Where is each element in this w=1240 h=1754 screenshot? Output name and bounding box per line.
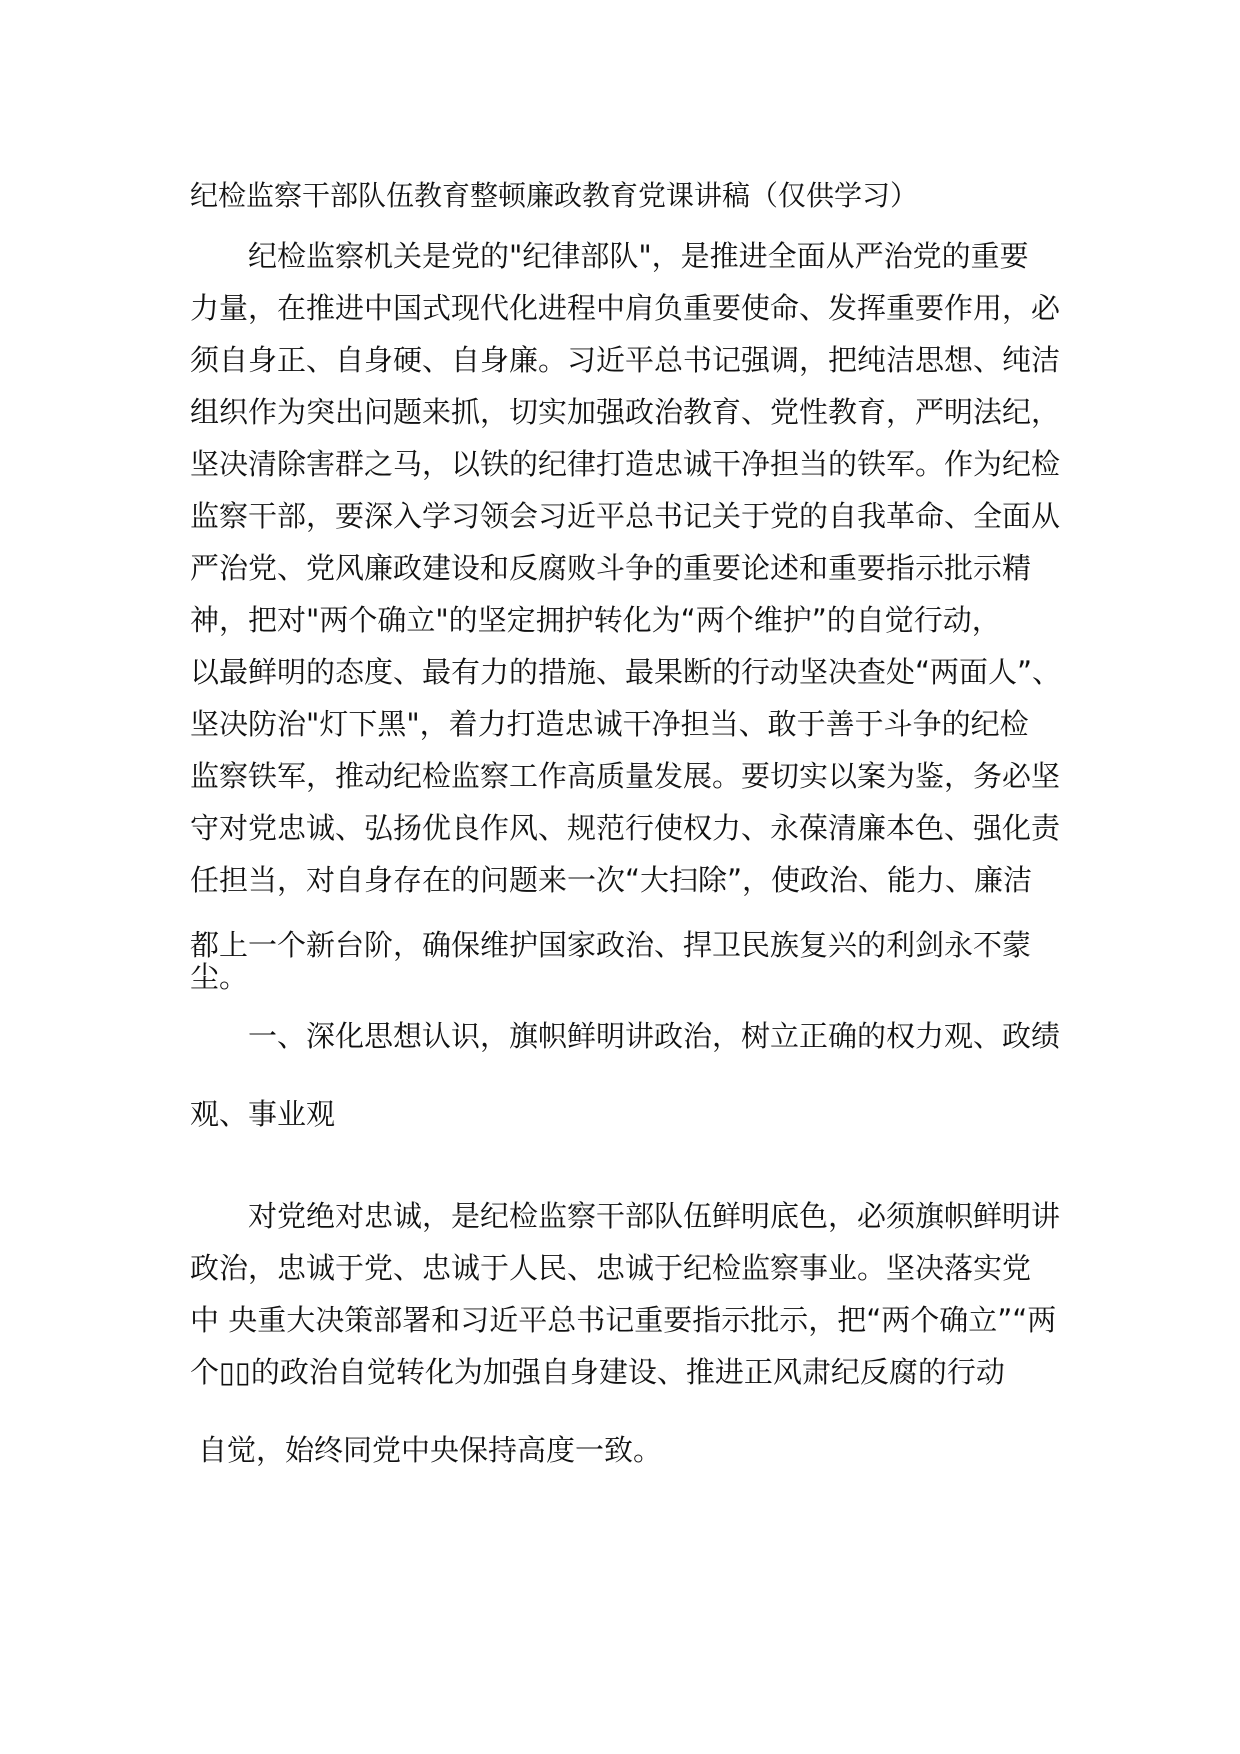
intro-line-9: 以最鲜明的态度、最有力的措施、最果断的行动坚决查处“两面人”、 — [190, 655, 1062, 689]
intro-line-2: 力量，在推进中国式现代化进程中肩负重要使命、发挥重要作用，必 — [190, 291, 1061, 325]
section1-body-line-4: 个▯▯的政治自觉转化为加强自身建设、推进正风肃纪反腐的行动 — [190, 1355, 1005, 1389]
intro-line-7: 严治党、党风廉政建设和反腐败斗争的重要论述和重要指示批示精 — [190, 551, 1032, 585]
intro-line-13: 任担当，对自身存在的问题来一次“大扫除”，使政治、能力、廉洁 — [190, 863, 1033, 897]
intro-line-5: 坚决清除害群之马，以铁的纪律打造忠诚干净担当的铁军。作为纪检 — [190, 447, 1061, 481]
intro-line-8: 神，把对"两个确立"的坚定拥护转化为“两个维护”的自觉行动， — [190, 603, 1001, 637]
intro-line-4: 组织作为突出问题来抓，切实加强政治教育、党性教育，严明法纪， — [190, 395, 1061, 429]
section1-body-line-2: 政治，忠诚于党、忠诚于人民、忠诚于纪检监察事业。坚决落实党 — [190, 1251, 1032, 1285]
section1-heading-line-1: 一、深化思想认识，旗帜鲜明讲政治，树立正确的权力观、政绩 — [248, 1019, 1061, 1053]
intro-line-3: 须自身正、自身硬、自身廉。习近平总书记强调，把纯洁思想、纯洁 — [190, 343, 1061, 377]
section1-body-line-1: 对党绝对忠诚，是纪检监察干部队伍鲜明底色，必须旗帜鲜明讲 — [248, 1199, 1061, 1233]
intro-line-12: 守对党忠诚、弘扬优良作风、规范行使权力、永葆清廉本色、强化责 — [190, 811, 1061, 845]
intro-line-11: 监察铁军，推动纪检监察工作高质量发展。要切实以案为鉴，务必坚 — [190, 759, 1061, 793]
document-title: 纪检监察干部队伍教育整顿廉政教育党课讲稿（仅供学习） — [190, 179, 919, 212]
section1-body-line-3: 中 央重大决策部署和习近平总书记重要指示批示，把“两个确立”“两 — [190, 1303, 1057, 1337]
section1-heading-line-2: 观、事业观 — [190, 1097, 336, 1131]
section1-body-line-5: 自觉，始终同党中央保持高度一致。 — [198, 1433, 663, 1467]
intro-line-15: 尘。 — [190, 960, 249, 994]
intro-line-6: 监察干部，要深入学习领会习近平总书记关于党的自我革命、全面从 — [190, 499, 1061, 533]
intro-line-14: 都上一个新台阶，确保维护国家政治、捍卫民族复兴的利剑永不蒙 — [190, 928, 1032, 962]
intro-line-10: 坚决防治"灯下黑"，着力打造忠诚干净担当、敢于善于斗争的纪检 — [190, 707, 1029, 741]
intro-line-1: 纪检监察机关是党的"纪律部队"，是推进全面从严治党的重要 — [248, 239, 1029, 273]
